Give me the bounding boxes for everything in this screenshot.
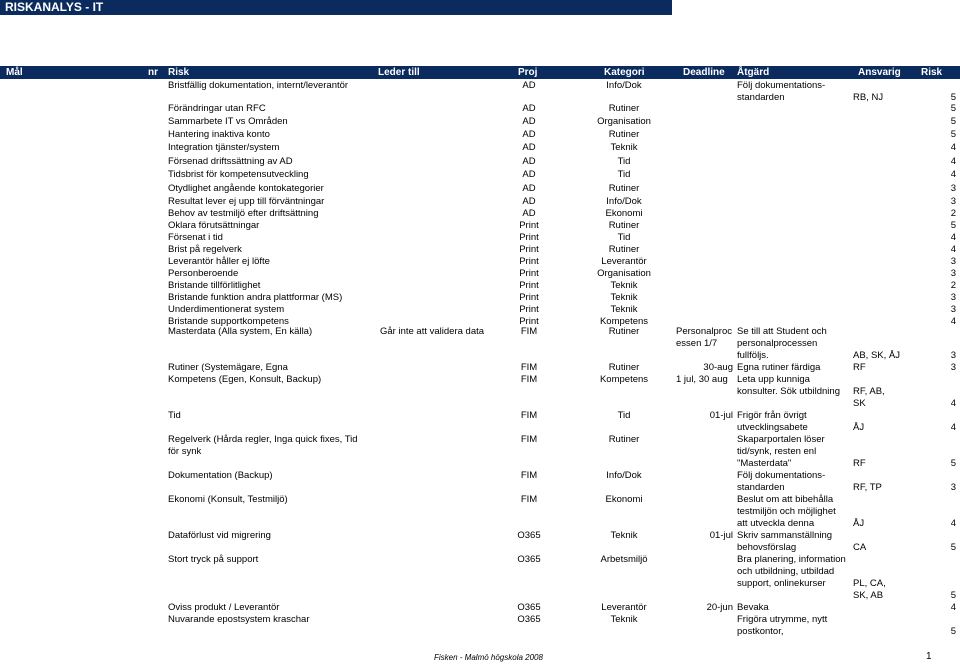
kategori-cell: Leverantör xyxy=(601,256,647,267)
kategori-cell: Teknik xyxy=(610,614,638,625)
deadline-cell: 20-jun xyxy=(706,602,733,613)
atgard-cell: "Masterdata" xyxy=(737,458,792,469)
risk-cell: Masterdata (Alla system, En källa) xyxy=(168,326,313,337)
risk-cell: Brist på regelverk xyxy=(168,244,242,255)
atgard-cell: Frigör från övrigt xyxy=(737,410,807,421)
atgard-cell: utvecklingsabete xyxy=(737,422,808,433)
atgard-cell: fullföljs. xyxy=(737,350,769,361)
ansvarig-cell: PL, CA, xyxy=(853,578,886,589)
proj-cell: FIM xyxy=(520,434,538,445)
kategori-cell: Arbetsmiljö xyxy=(600,554,648,565)
risk-value-cell: 4 xyxy=(950,398,956,409)
leder-till-cell: Går inte att validera data xyxy=(380,326,485,337)
risk-cell: Behov av testmiljö efter driftsättning xyxy=(168,208,319,219)
proj-cell: AD xyxy=(522,208,536,219)
ansvarig-cell: RB, NJ xyxy=(853,92,884,103)
header-ansvarig: Ansvarig xyxy=(858,67,901,78)
kategori-cell: Tid xyxy=(617,156,631,167)
header-mal: Mål xyxy=(6,67,23,78)
proj-cell: AD xyxy=(522,156,536,167)
ansvarig-cell: ÅJ xyxy=(853,422,865,433)
atgard-cell: Skriv sammanställning xyxy=(737,530,833,541)
kategori-cell: Rutiner xyxy=(608,129,640,140)
ansvarig-cell: AB, SK, ÅJ xyxy=(853,350,900,361)
risk-value-cell: 5 xyxy=(950,590,956,601)
kategori-cell: Info/Dok xyxy=(606,196,642,207)
proj-cell: Print xyxy=(519,232,539,243)
kategori-cell: Tid xyxy=(617,169,631,180)
deadline-cell: 01-jul xyxy=(709,530,733,541)
kategori-cell: Info/Dok xyxy=(606,470,642,481)
risk-cell: Nuvarande epostsystem kraschar xyxy=(168,614,310,625)
deadline-cell: essen 1/7 xyxy=(676,338,718,349)
risk-cell: Stort tryck på support xyxy=(168,554,259,565)
header-risk: Risk xyxy=(168,67,190,78)
proj-cell: AD xyxy=(522,129,536,140)
risk-value-cell: 3 xyxy=(950,196,956,207)
risk-value-cell: 3 xyxy=(950,268,956,279)
ansvarig-cell: CA xyxy=(853,542,867,553)
kategori-cell: Tid xyxy=(617,232,631,243)
risk-cell: Otydlighet angående kontokategorier xyxy=(168,183,324,194)
atgard-cell: Beslut om att bibehålla xyxy=(737,494,834,505)
risk-value-cell: 5 xyxy=(950,103,956,114)
proj-cell: AD xyxy=(522,103,536,114)
kategori-cell: Teknik xyxy=(610,304,638,315)
deadline-cell: 30-aug xyxy=(703,362,733,373)
risk-value-cell: 3 xyxy=(950,482,956,493)
risk-value-cell: 4 xyxy=(950,518,956,529)
atgard-cell: Följ dokumentations- xyxy=(737,470,826,481)
proj-cell: O365 xyxy=(517,554,541,565)
proj-cell: FIM xyxy=(520,326,538,337)
atgard-cell: Se till att Student och xyxy=(737,326,827,337)
proj-cell: Print xyxy=(519,292,539,303)
proj-cell: Print xyxy=(519,280,539,291)
risk-value-cell: 5 xyxy=(950,116,956,127)
risk-cell: Bristande tillförlitlighet xyxy=(168,280,261,291)
atgard-cell: standarden xyxy=(737,92,785,103)
risk-cell: Bristande supportkompetens xyxy=(168,316,289,327)
proj-cell: FIM xyxy=(520,362,538,373)
proj-cell: O365 xyxy=(517,530,541,541)
risk-cell: Försenat i tid xyxy=(168,232,223,243)
risk-value-cell: 3 xyxy=(950,304,956,315)
atgard-cell: Följ dokumentations- xyxy=(737,80,826,91)
risk-value-cell: 2 xyxy=(950,280,956,291)
kategori-cell: Ekonomi xyxy=(605,208,643,219)
risk-cell: för synk xyxy=(168,446,202,457)
header-risk-value: Risk xyxy=(921,67,943,78)
proj-cell: AD xyxy=(522,80,536,91)
header-leder-till: Leder till xyxy=(378,67,420,78)
risk-cell: Oklara förutsättningar xyxy=(168,220,260,231)
ansvarig-cell: RF, AB, xyxy=(853,386,885,397)
ansvarig-cell: RF xyxy=(853,362,866,373)
atgard-cell: Skaparportalen löser xyxy=(737,434,825,445)
proj-cell: FIM xyxy=(520,494,538,505)
atgard-cell: standarden xyxy=(737,482,785,493)
risk-cell: Dataförlust vid migrering xyxy=(168,530,271,541)
deadline-cell: 1 jul, 30 aug xyxy=(676,374,728,385)
proj-cell: AD xyxy=(522,116,536,127)
kategori-cell: Organisation xyxy=(597,116,651,127)
risk-value-cell: 5 xyxy=(950,220,956,231)
proj-cell: Print xyxy=(519,268,539,279)
proj-cell: FIM xyxy=(520,410,538,421)
risk-cell: Leverantör håller ej löfte xyxy=(168,256,270,267)
risk-cell: Resultat lever ej upp till förväntningar xyxy=(168,196,325,207)
risk-cell: Bristfällig dokumentation, internt/leverantör xyxy=(168,80,349,91)
kategori-cell: Rutiner xyxy=(608,220,640,231)
kategori-cell: Rutiner xyxy=(608,362,640,373)
risk-value-cell: 5 xyxy=(950,626,956,637)
footer: Fisken - Malmö högskola 2008 xyxy=(434,653,543,662)
kategori-cell: Rutiner xyxy=(608,103,640,114)
header-nr: nr xyxy=(148,67,158,78)
proj-cell: FIM xyxy=(520,470,538,481)
atgard-cell: och utbildning, utbildad xyxy=(737,566,835,577)
risk-cell: Oviss produkt / Leverantör xyxy=(168,602,280,613)
kategori-cell: Tid xyxy=(617,410,631,421)
ansvarig-cell: RF, TP xyxy=(853,482,882,493)
atgard-cell: support, onlinekurser xyxy=(737,578,826,589)
kategori-cell: Leverantör xyxy=(601,602,647,613)
risk-cell: Tid xyxy=(168,410,181,421)
atgard-cell: personalprocessen xyxy=(737,338,818,349)
risk-value-cell: 4 xyxy=(950,244,956,255)
proj-cell: Print xyxy=(519,304,539,315)
risk-value-cell: 4 xyxy=(950,422,956,433)
risk-value-cell: 4 xyxy=(950,316,956,327)
kategori-cell: Rutiner xyxy=(608,183,640,194)
risk-cell: Ekonomi (Konsult, Testmiljö) xyxy=(168,494,288,505)
header-kategori: Kategori xyxy=(604,67,645,78)
proj-cell: Print xyxy=(519,316,539,327)
kategori-cell: Organisation xyxy=(597,268,651,279)
header-proj: Proj xyxy=(518,67,538,78)
risk-cell: Dokumentation (Backup) xyxy=(168,470,273,481)
risk-cell: Underdimentionerat system xyxy=(168,304,285,315)
proj-cell: FIM xyxy=(520,374,538,385)
atgard-cell: att utveckla denna xyxy=(737,518,815,529)
deadline-cell: Personalproc xyxy=(676,326,732,337)
header-atgard: Åtgärd xyxy=(737,67,770,78)
ansvarig-cell: ÅJ xyxy=(853,518,865,529)
kategori-cell: Rutiner xyxy=(608,434,640,445)
header-deadline: Deadline xyxy=(683,67,725,78)
atgard-cell: tid/synk, resten enl xyxy=(737,446,817,457)
atgard-cell: testmiljön och möjlighet xyxy=(737,506,836,517)
risk-value-cell: 4 xyxy=(950,142,956,153)
risk-cell: Kompetens (Egen, Konsult, Backup) xyxy=(168,374,322,385)
kategori-cell: Teknik xyxy=(610,142,638,153)
risk-value-cell: 4 xyxy=(950,602,956,613)
risk-cell: Bristande funktion andra plattformar (MS) xyxy=(168,292,343,303)
kategori-cell: Rutiner xyxy=(608,326,640,337)
atgard-cell: postkontor, xyxy=(737,626,784,637)
kategori-cell: Kompetens xyxy=(599,316,649,327)
risk-value-cell: 2 xyxy=(950,208,956,219)
atgard-cell: Bevaka xyxy=(737,602,769,613)
proj-cell: Print xyxy=(519,220,539,231)
kategori-cell: Teknik xyxy=(610,292,638,303)
proj-cell: O365 xyxy=(517,602,541,613)
risk-cell: Förändringar utan RFC xyxy=(168,103,266,114)
risk-value-cell: 5 xyxy=(950,542,956,553)
deadline-cell: 01-jul xyxy=(709,410,733,421)
risk-value-cell: 4 xyxy=(950,169,956,180)
atgard-cell: Egna rutiner färdiga xyxy=(737,362,821,373)
proj-cell: O365 xyxy=(517,614,541,625)
risk-cell: Tidsbrist för kompetensutveckling xyxy=(168,169,309,180)
risk-value-cell: 3 xyxy=(950,362,956,373)
risk-cell: Rutiner (Systemägare, Egna xyxy=(168,362,288,373)
atgard-cell: behovsförslag xyxy=(737,542,797,553)
report-title: RISKANALYS - IT xyxy=(0,0,672,15)
risk-value-cell: 3 xyxy=(950,292,956,303)
page-number: 1 xyxy=(926,651,932,662)
risk-value-cell: 4 xyxy=(950,156,956,167)
risk-value-cell: 5 xyxy=(950,458,956,469)
atgard-cell: Bra planering, information xyxy=(737,554,846,565)
risk-value-cell: 3 xyxy=(950,256,956,267)
proj-cell: AD xyxy=(522,169,536,180)
atgard-cell: konsulter. Sök utbildning xyxy=(737,386,840,397)
atgard-cell: Frigöra utrymme, nytt xyxy=(737,614,828,625)
kategori-cell: Rutiner xyxy=(608,244,640,255)
proj-cell: Print xyxy=(519,244,539,255)
kategori-cell: Ekonomi xyxy=(605,494,643,505)
risk-value-cell: 3 xyxy=(950,183,956,194)
risk-value-cell: 3 xyxy=(950,350,956,361)
proj-cell: AD xyxy=(522,183,536,194)
risk-cell: Sammarbete IT vs Områden xyxy=(168,116,288,127)
kategori-cell: Kompetens xyxy=(599,374,649,385)
kategori-cell: Teknik xyxy=(610,280,638,291)
risk-cell: Hantering inaktiva konto xyxy=(168,129,270,140)
risk-value-cell: 5 xyxy=(950,92,956,103)
risk-value-cell: 4 xyxy=(950,232,956,243)
kategori-cell: Teknik xyxy=(610,530,638,541)
proj-cell: AD xyxy=(522,196,536,207)
table-header xyxy=(0,66,960,79)
risk-cell: Integration tjänster/system xyxy=(168,142,280,153)
ansvarig-cell: SK, AB xyxy=(853,590,884,601)
kategori-cell: Info/Dok xyxy=(606,80,642,91)
risk-cell: Försenad driftssättning av AD xyxy=(168,156,293,167)
ansvarig-cell: RF xyxy=(853,458,866,469)
proj-cell: AD xyxy=(522,142,536,153)
atgard-cell: Leta upp kunniga xyxy=(737,374,810,385)
risk-cell: Regelverk (Hårda regler, Inga quick fixes, Tid xyxy=(168,434,358,445)
proj-cell: Print xyxy=(519,256,539,267)
ansvarig-cell: SK xyxy=(853,398,866,409)
risk-value-cell: 5 xyxy=(950,129,956,140)
risk-cell: Personberoende xyxy=(168,268,239,279)
